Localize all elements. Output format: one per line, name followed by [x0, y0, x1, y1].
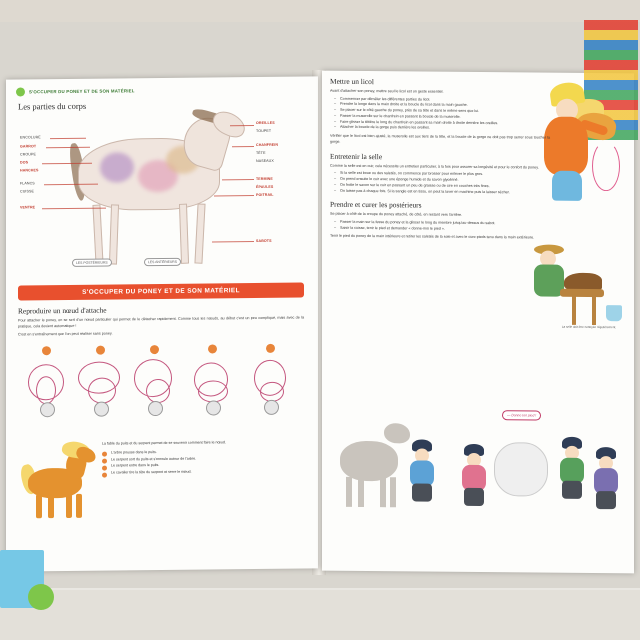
- knot-step-3: [130, 357, 184, 422]
- leader-line: [46, 147, 90, 148]
- knot-intro-paragraph-1: Pour attacher le poney, on se sert d'un nœud particulier qui permet de le détacher rapidement. Comme tous les nœuds, au début c'est un peu compliqué, mais avec de la pratique, cela devient automatique !: [18, 315, 304, 329]
- list-item: – Passer la main sur la fesse du poney et la glisser le long du membre jusqu'au-dessus du sabot.: [334, 220, 550, 228]
- list-item: – On laisse pas à chaque fois. Si la sangle est en tissu, on peut la laver en machine puis la laisser sécher.: [334, 188, 550, 196]
- anatomy-footnote-posterieurs: LES POSTÉRIEURS: [72, 259, 112, 267]
- right-page-text-column: [326, 77, 630, 243]
- white-pony-illustration: [494, 442, 548, 496]
- leader-line: [50, 138, 86, 139]
- knot-step-1: [22, 358, 76, 423]
- anatomy-label-epaules: ÉPAULES: [256, 184, 274, 190]
- list-item: – On prend ensuite le cuir avec une éponge humide et du savon glycériné.: [334, 177, 550, 185]
- bead-icon: [208, 345, 217, 354]
- pony-leg: [358, 477, 364, 507]
- list-item: – Saisir la cuisse, tenir le pied et demander « donne-moi le pied ».: [334, 225, 550, 233]
- stand-leg: [592, 295, 596, 325]
- rope-loop: [36, 376, 56, 404]
- anatomy-label-hanches: HANCHES: [20, 168, 39, 173]
- rider-illustration-4: [588, 447, 628, 509]
- rope-loop: [88, 378, 116, 404]
- knot-step-5: [246, 356, 300, 421]
- pony-leg: [380, 477, 386, 507]
- selle-steps: [334, 171, 550, 196]
- list-item: – On frotte le savon sur le cuir en passant un peu de graisse ou de cire en couches très fines.: [334, 183, 550, 191]
- list-item: – Si la selle est boue ou des saletés, on commence par brosser pour enlever le plus gros.: [334, 171, 550, 179]
- posterieurs-paragraph-1: Se placer à côté de la croupe du poney attaché, de côté, en restant vers l'arrière.: [330, 211, 463, 218]
- knot-step-4: [188, 356, 242, 421]
- pony-leg: [76, 494, 82, 518]
- pony-leg: [346, 477, 352, 507]
- anatomy-label-sabots: SABOTS: [256, 238, 272, 244]
- horse-leg-fore-right: [194, 203, 205, 263]
- anatomy-label-dos: DOS: [20, 160, 29, 165]
- selle-paragraph-1: Comme la selle est en cuir, cela nécessite un entretien particulier, à la fois pour assurer sa longévité et pour le confort du poney.: [330, 163, 539, 170]
- horse-leg-hind-right: [109, 204, 119, 264]
- list-item: – Passer la muserolle sur le chanfrein en passant la boucle de la muserolle.: [334, 114, 550, 122]
- tie-ring-icon: [206, 401, 221, 416]
- pony-leg: [48, 494, 54, 518]
- tie-ring-icon: [40, 402, 55, 417]
- tie-ring-icon: [94, 402, 109, 417]
- knot-mnemonic-list: [102, 440, 292, 478]
- bead-icon: [150, 345, 159, 354]
- leader-line: [212, 241, 254, 242]
- knot-intro-paragraph-2: C'est en s'entraînement que l'on peut réaliser sans poney.: [18, 331, 113, 337]
- anatomy-label-toupet: TOUPET: [256, 128, 272, 134]
- posterieurs-steps: [334, 220, 550, 233]
- posterieurs-paragraph-final: Tenir le pied du poney de la main intérieure et retirer les saletés de la sole et avec le cure-pieds tenu dans la main extérieure.: [330, 234, 535, 240]
- page-edge-bottom: [0, 590, 640, 640]
- rope-loop: [198, 381, 228, 403]
- pony-leg: [66, 494, 72, 518]
- list-item: Le serpent sort du puits et s'enroule autour de l'arbre.: [102, 455, 292, 463]
- list-item: – Attacher la boucle de la gorge puis derrière les oreilles.: [334, 125, 550, 133]
- leader-line: [214, 195, 254, 196]
- page-title: Les parties du corps: [18, 100, 87, 112]
- leader-line: [232, 146, 254, 147]
- anatomy-label-oreilles: OREILLES: [256, 120, 275, 126]
- anatomy-label-ventre: VENTRE: [20, 205, 36, 210]
- running-head: [16, 84, 312, 96]
- illustration-saddle-cleaning: [526, 244, 626, 341]
- pony-leg: [390, 477, 396, 507]
- tie-ring-icon: [148, 401, 163, 416]
- list-item: L'arbre pousse dans le puits.: [102, 449, 292, 457]
- anatomy-label-garrot: GARROT: [20, 144, 37, 149]
- section-banner: S'OCCUPER DU PONEY ET DE SON MATÉRIEL: [18, 283, 304, 301]
- list-item: Le serpent entre dans le puits.: [102, 462, 292, 470]
- leader-line: [222, 179, 254, 180]
- anatomy-label-termine: TERMINE: [256, 176, 273, 182]
- knot-step-2: [76, 358, 130, 423]
- leaf-icon: [16, 87, 25, 96]
- anatomy-label-tete: TÊTE: [256, 150, 266, 156]
- anatomy-label-flancs: FLANCS: [20, 181, 35, 186]
- subsection-title-licol: Mettre un licol: [330, 76, 374, 87]
- speech-bubble-text: — Donne ton pied !: [502, 410, 541, 420]
- page-edge-top: [0, 0, 640, 24]
- grey-pony-illustration: [340, 421, 412, 508]
- anatomy-label-croupe: CROUPE: [20, 152, 36, 157]
- rider-illustration-2: [456, 444, 496, 506]
- tie-ring-icon: [264, 400, 279, 415]
- rider-legs: [412, 483, 432, 501]
- left-page-content: [10, 80, 312, 567]
- subsection-title-posterieurs: Prendre et curer les postérieurs: [330, 199, 422, 210]
- anatomy-label-poitrail: POITRAIL: [256, 192, 274, 198]
- subsection-title-selle: Entretenir la selle: [330, 151, 383, 161]
- bead-icon: [96, 346, 105, 355]
- list-item: – Faire glisser la têtière le long du chanfrein en passant sa main droite à droite derrière les oreilles.: [334, 119, 550, 127]
- anatomy-label-chanfrein: CHANFREIN: [256, 142, 279, 148]
- horse-anatomy-diagram: [16, 110, 306, 281]
- anatomy-footnote-anterieurs: LES ANTÉRIEURS: [144, 258, 181, 266]
- horse-leg-fore-left: [179, 204, 189, 264]
- list-item: – Prendre la longe dans la main droite et la boucle du licol dans la main gauche.: [334, 102, 550, 110]
- list-item: Le cavalier tire la tête du serpent et serre le nœud.: [102, 469, 292, 477]
- illustration-hoof-picking-strip: [326, 405, 626, 558]
- stand-leg: [572, 295, 576, 325]
- rider-illustration-1: [404, 439, 444, 501]
- bead-icon: [42, 346, 51, 355]
- knot-mnemonic-items: [102, 449, 292, 477]
- running-head-label: S'OCCUPER DU PONEY ET DE SON MATÉRIEL: [29, 88, 135, 95]
- licol-steps: [334, 96, 550, 132]
- bucket: [606, 305, 622, 321]
- licol-paragraph-1: Avant d'attacher son poney, mettre seul le licol est un geste essentiel.: [330, 88, 444, 94]
- bead-icon: [266, 344, 275, 353]
- green-cover-dot: [28, 584, 54, 610]
- subsection-title-knot: Reproduire un nœud d'attache: [18, 305, 107, 316]
- rider-legs: [464, 488, 484, 506]
- anatomy-label-naseaux: NASEAUX: [256, 158, 274, 164]
- rider-legs: [562, 481, 582, 499]
- anatomy-label-cuisse: CUISSE: [20, 189, 34, 194]
- licol-paragraph-final: Vérifier que le licol est bien ajusté, la muserolle est aux tiers de la tête, et la boucle de la gorge ne doit pas trop serrer sous toucher la gorge.: [330, 133, 550, 144]
- knot-quiz-block: [18, 426, 304, 525]
- right-page-content: [326, 75, 630, 572]
- saddle-caption: La selle doit être nettoyée régulièrement.: [561, 324, 617, 330]
- knot-mnemonic-lead: La fable du puits et du serpent permet de se souvenir comment faire le nœud.: [102, 440, 226, 446]
- list-item: – Commencer par démêler les différentes parties du licol.: [334, 96, 550, 104]
- pony-illustration: [22, 438, 96, 513]
- pony-body: [340, 441, 398, 482]
- horse-leg-hind-left: [92, 204, 103, 264]
- list-item: – Se placer sur le côté gauche du poney, près de sa tête et dans le même sens que lui.: [334, 108, 550, 116]
- pony-leg: [36, 494, 42, 518]
- rope-loop: [146, 379, 170, 403]
- knot-step-illustrations: [18, 342, 304, 427]
- anatomy-label-encolure: ENCOLURE: [20, 135, 41, 140]
- saddle-stand: [560, 289, 604, 297]
- speech-bubble: [502, 410, 541, 420]
- rider-legs: [596, 491, 616, 509]
